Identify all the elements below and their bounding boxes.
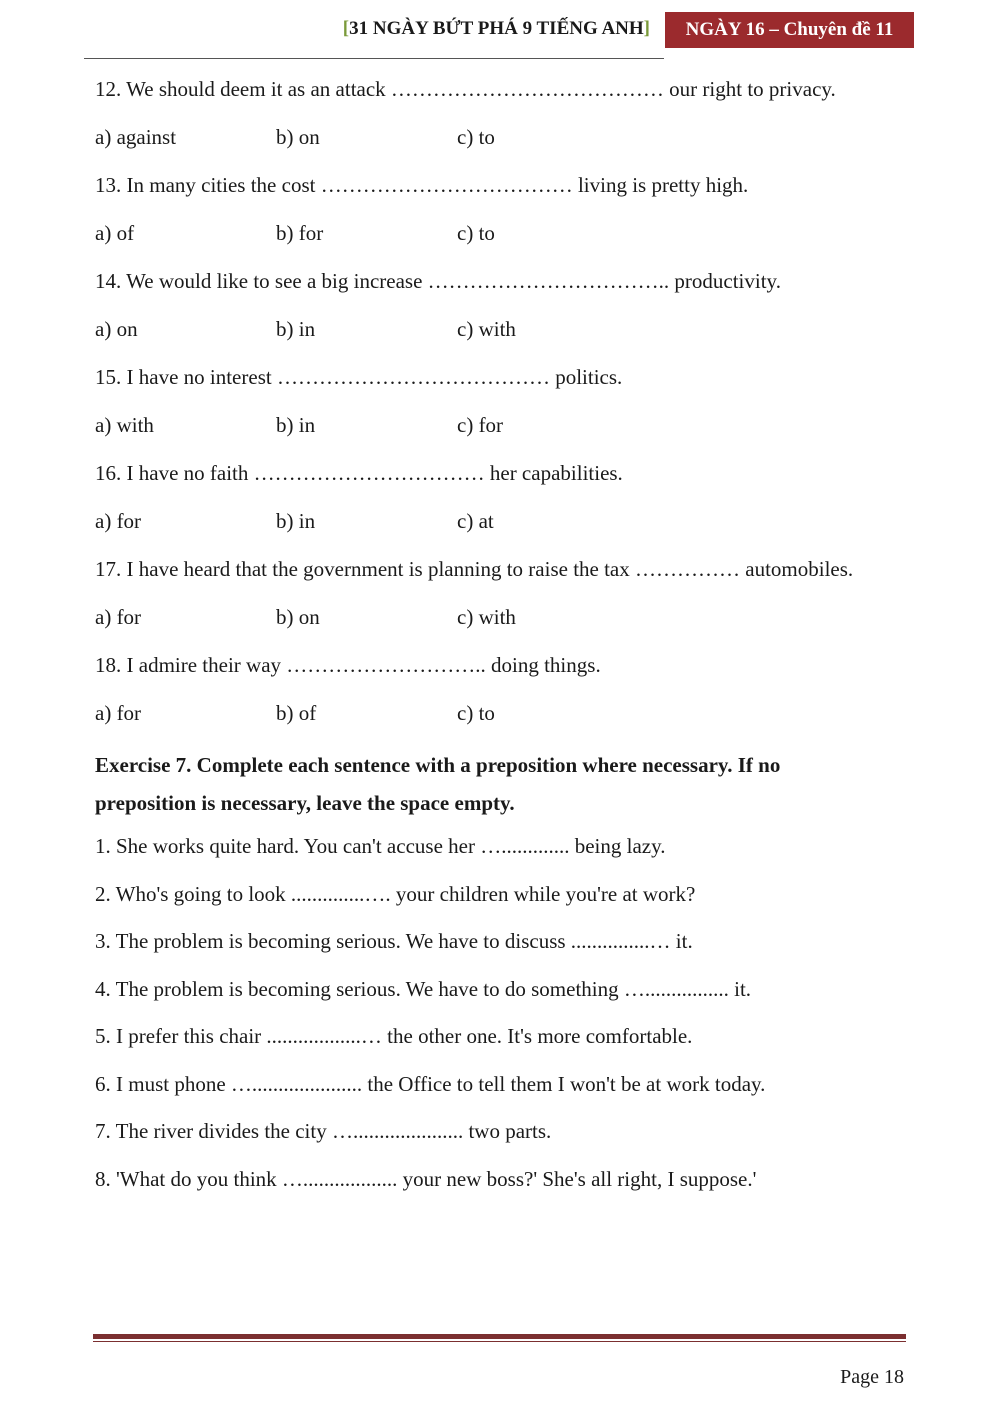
option-b: b) of (276, 701, 317, 725)
exercise-item: 5. I prefer this chair ..................… the other one. It's more comfortable. (95, 1024, 693, 1048)
option-b: b) for (276, 221, 324, 245)
option-c: c) for (457, 413, 504, 437)
page-header (0, 12, 1000, 52)
options (95, 314, 885, 345)
options (95, 122, 885, 153)
question-18 (95, 650, 885, 729)
exercise-item: 3. The problem is becoming serious. We have to discuss ...............… it. (95, 929, 693, 953)
option-a: a) for (95, 701, 142, 725)
question-text: 15. I have no interest ………………………………… politics. (95, 365, 623, 389)
option-a: a) against (95, 125, 177, 149)
options (95, 218, 885, 249)
option-c: c) at (457, 509, 494, 533)
question-14 (95, 266, 885, 345)
options (95, 602, 885, 633)
option-a: a) of (95, 221, 135, 245)
options (95, 698, 885, 729)
exercise-item: 2. Who's going to look ..............…. your children while you're at work? (95, 881, 696, 906)
exercise-item: 4. The problem is becoming serious. We have to do something …................ it. (95, 976, 752, 1001)
question-17 (95, 554, 885, 633)
option-a: a) with (95, 413, 154, 437)
question-text: 14. We would like to see a big increase …………………………….. productivity. (95, 269, 781, 293)
question-16 (95, 458, 885, 537)
option-b: b) on (276, 125, 320, 149)
option-c: c) to (457, 701, 495, 725)
question-12 (95, 74, 885, 153)
question-text: 16. I have no faith …………………………… her capabilities. (95, 461, 623, 485)
option-c: c) to (457, 221, 495, 245)
footer-divider-thin (93, 1341, 906, 1342)
option-c: c) with (457, 605, 516, 629)
page-content (95, 74, 885, 1211)
question-text: 13. In many cities the cost ……………………………… living is pretty high. (95, 173, 749, 197)
exercise-item: 7. The river divides the city …..................... two parts. (95, 1119, 552, 1143)
option-b: b) in (276, 317, 316, 341)
options (95, 410, 885, 441)
footer-divider-thick (93, 1334, 906, 1339)
header-divider (84, 58, 664, 59)
option-b: b) on (276, 605, 320, 629)
page-number: Page 18 (840, 1366, 904, 1388)
option-a: a) on (95, 317, 138, 341)
question-text: 18. I admire their way ……………………….. doing things. (95, 653, 601, 677)
option-b: b) in (276, 509, 316, 533)
option-c: c) to (457, 125, 495, 149)
option-a: a) for (95, 509, 142, 533)
title-bracket-close: ] (643, 18, 650, 39)
options (95, 506, 885, 537)
option-c: c) with (457, 317, 516, 341)
option-a: a) for (95, 605, 142, 629)
book-title (343, 18, 650, 40)
option-b: b) in (276, 413, 316, 437)
question-15 (95, 362, 885, 441)
exercise-item: 6. I must phone …..................... the Office to tell them I won't be at work today. (95, 1071, 766, 1096)
book-title-text: 31 NGÀY BỨT PHÁ 9 TIẾNG ANH (349, 18, 644, 39)
day-badge: NGÀY 16 – Chuyên đề 11 (665, 12, 914, 48)
question-text: 12. We should deem it as an attack ………………………………… our right to privacy. (95, 77, 836, 101)
exercise-7-title: Exercise 7. Complete each sentence with a preposition where necessary. If no preposition is necessary, leave the space empty. (95, 753, 781, 815)
exercise-item: 8. 'What do you think ….................. your new boss?' She's all right, I suppose.' (95, 1166, 757, 1191)
question-text: 17. I have heard that the government is planning to raise the tax …………… automobiles. (95, 557, 854, 581)
title-bracket-open: [ (342, 18, 350, 39)
question-13 (95, 170, 885, 249)
exercise-item: 1. She works quite hard. You can't accuse her …............. being lazy. (95, 834, 666, 858)
